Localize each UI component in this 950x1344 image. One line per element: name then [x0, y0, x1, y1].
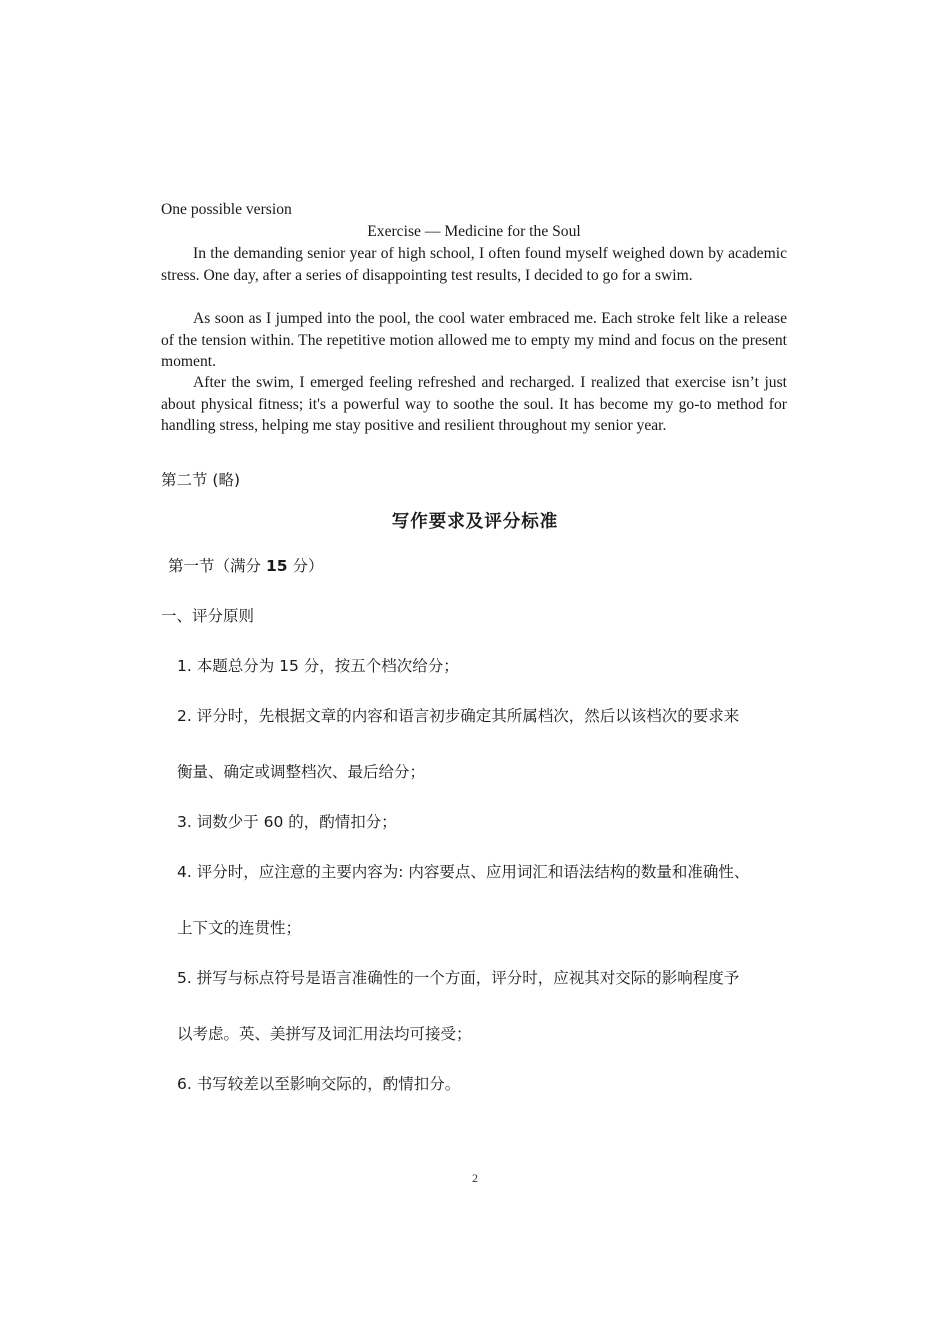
- section-one-prefix: 第一节（满分: [168, 557, 262, 575]
- section-one-unit: 分）: [292, 557, 324, 575]
- essay-paragraph-2: As soon as I jumped into the pool, the cool water embraced me. Each stroke felt like a release of the tension within. The repetitive motion allowed me to empty my mind and focus on the present moment.: [161, 310, 787, 371]
- criteria-item-3: 3. 词数少于 60 的，酌情扣分；: [177, 813, 397, 831]
- essay-title: Exercise — Medicine for the Soul: [367, 223, 581, 240]
- criteria-item-2: 2. 评分时，先根据文章的内容和语言初步确定其所属档次，然后以该档次的要求来: [177, 707, 740, 725]
- criteria-item-5-cont: 以考虑。英、美拼写及词汇用法均可接受；: [177, 1025, 472, 1043]
- criteria-item-6: 6. 书写较差以至影响交际的，酌情扣分。: [177, 1075, 461, 1093]
- criteria-item-4: 4. 评分时，应注意的主要内容为: 内容要点、应用词汇和语法结构的数量和准确性、: [177, 863, 750, 881]
- criteria-item-2-cont: 衡量、确定或调整档次、最后给分；: [177, 763, 426, 781]
- page-number: 2: [472, 1171, 478, 1185]
- criteria-item-4-cont: 上下文的连贯性；: [177, 919, 302, 937]
- criteria-title: 写作要求及评分标准: [391, 512, 559, 532]
- principles-heading: 一、评分原则: [161, 607, 255, 625]
- criteria-item-1: 1. 本题总分为 15 分，按五个档次给分；: [177, 657, 459, 675]
- section-one-label: [168, 555, 323, 577]
- version-label: One possible version: [161, 201, 292, 218]
- essay-paragraph-1: In the demanding senior year of high school, I often found myself weighed down by academic stress. One day, after a series of disappointing test results, I decided to go for a swim.: [161, 245, 787, 284]
- essay-paragraph-3: After the swim, I emerged feeling refreshed and recharged. I realized that exercise isn’t just about physical fitness; it's a powerful way to soothe the soul. It has become my go-to method for handling stress, helping me stay positive and resilient throughout my senior year.: [161, 374, 787, 435]
- section-one-score: 15: [265, 557, 288, 575]
- criteria-item-5: 5. 拼写与标点符号是语言准确性的一个方面，评分时，应视其对交际的影响程度予: [177, 969, 740, 987]
- section-two-label: 第二节 (略): [161, 471, 241, 489]
